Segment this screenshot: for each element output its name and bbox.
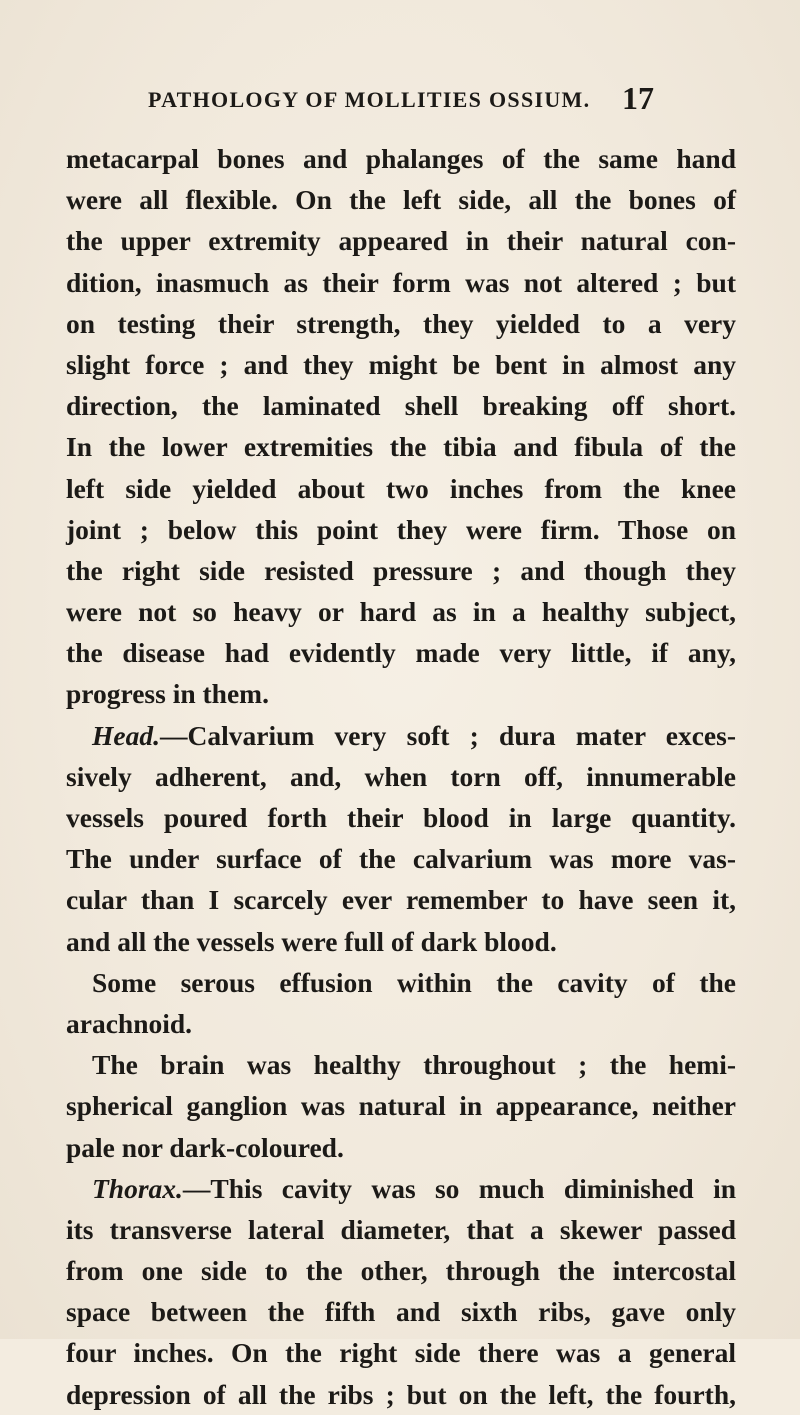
text-line: four inches. On the right side there was a general: [66, 1337, 736, 1369]
running-head: PATHOLOGY OF MOLLITIES OSSIUM.: [148, 87, 591, 112]
text-line: from one side to the other, through the intercostal: [66, 1255, 736, 1287]
text-line: The brain was healthy throughout ; the hemi-: [92, 1049, 736, 1081]
text-line: In the lower extremities the tibia and fibula of the: [66, 431, 736, 463]
text-line: its transverse lateral diameter, that a skewer passed: [66, 1213, 736, 1245]
text-line: dition, inasmuch as their form was not altered ; but: [66, 266, 736, 298]
text-line: spherical ganglion was natural in appearance, neither: [66, 1090, 736, 1122]
text-line: space between the fifth and sixth ribs, gave only: [66, 1296, 736, 1328]
text-line: The under surface of the calvarium was more vas-: [66, 843, 736, 875]
text-line: direction, the laminated shell breaking off short.: [66, 390, 736, 422]
text-line-thorax-section: [66, 1168, 736, 1209]
text-line: joint ; below this point they were firm. Those on: [66, 513, 736, 545]
text-line: slight force ; and they might be bent in almost any: [66, 348, 736, 380]
text-line-head-section: [66, 715, 736, 756]
text-line: left side yielded about two inches from the knee: [66, 472, 736, 504]
text-line: arachnoid.: [66, 1007, 193, 1039]
page-number: 17: [622, 80, 654, 116]
text-line: the upper extremity appeared in their natural con-: [66, 225, 736, 257]
body-text: [66, 138, 736, 1415]
text-line: progress in them.: [66, 678, 269, 710]
text-line: vessels poured forth their blood in large quantity.: [66, 802, 736, 833]
text-line: Some serous effusion within the cavity of the: [92, 966, 736, 998]
text-line: depression of all the ribs ; but on the left, the fourth,: [66, 1378, 736, 1410]
text-line: and all the vessels were full of dark blood.: [66, 925, 557, 957]
text-line: sively adherent, and, when torn off, innumerable: [66, 760, 736, 792]
section-heading-thorax: Thorax.: [92, 1172, 183, 1204]
text-line: the right side resisted pressure ; and though they: [66, 554, 736, 586]
text-line: were all flexible. On the left side, all the bones of: [66, 184, 736, 216]
text-line-content: —Calvarium very soft ; dura mater exces-: [159, 719, 736, 751]
section-heading-head: Head.: [92, 719, 160, 751]
text-line: on testing their strength, they yielded to a very: [66, 307, 736, 339]
text-line: metacarpal bones and phalanges of the same hand: [66, 143, 736, 174]
text-line: cular than I scarcely ever remember to have seen it,: [66, 884, 736, 916]
text-line-content: —This cavity was so much diminished in: [182, 1172, 736, 1204]
text-line: were not so heavy or hard as in a healthy subject,: [66, 596, 736, 628]
text-line: pale nor dark-coloured.: [66, 1131, 344, 1163]
text-line: the disease had evidently made very little, if any,: [66, 637, 736, 669]
